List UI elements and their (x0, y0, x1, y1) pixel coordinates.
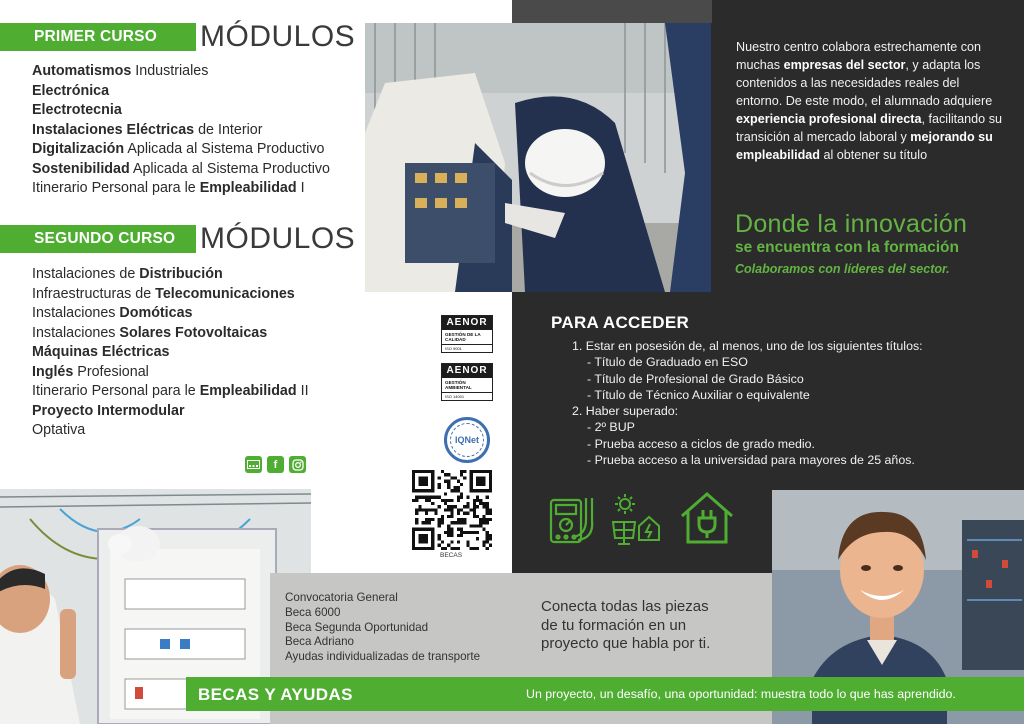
access-line: 2. Haber superado: (572, 404, 679, 419)
module-text: Aplicada al Sistema Productivo (129, 160, 330, 177)
top-strip (365, 0, 512, 23)
highlight-text: mejorando su empleabilidad (736, 130, 993, 162)
access-line: - Título de Técnico Auxiliar o equivalente (587, 387, 810, 402)
multimeter-icon (548, 494, 602, 546)
segundo-modulos-heading: MÓDULOS (200, 222, 356, 255)
module-keyword: Electrotecnia (32, 102, 122, 118)
module-keyword: Proyecto Intermodular (32, 402, 185, 419)
smart-home-plug-icon (678, 490, 736, 546)
primer-curso-module-list (32, 62, 362, 199)
module-item (32, 265, 362, 285)
module-item (32, 363, 362, 383)
access-line: - Título de Profesional de Grado Básico (587, 371, 804, 386)
segundo-curso-module-list (32, 265, 362, 441)
primer-modulos-heading: MÓDULOS (200, 20, 356, 53)
collaboration-paragraph (736, 38, 1004, 164)
module-keyword: Telecomunicaciones (155, 285, 295, 302)
segundo-curso-bar (0, 225, 196, 253)
innovation-tagline: Colaboramos con líderes del sector. (735, 262, 950, 276)
module-text: de Interior (194, 121, 263, 138)
module-item (32, 140, 362, 160)
facebook-icon[interactable]: f (267, 456, 284, 473)
module-keyword: Solares Fotovoltaicas (119, 324, 268, 341)
module-item (32, 343, 362, 363)
web-icon[interactable] (245, 456, 262, 473)
module-keyword: Empleabilidad (199, 180, 297, 196)
access-line: - 2º BUP (587, 420, 635, 435)
module-keyword: Instalaciones Eléctricas (32, 121, 195, 138)
becas-list (285, 591, 480, 665)
instagram-icon[interactable] (289, 456, 306, 473)
highlight-text: experiencia profesional directa (736, 112, 922, 126)
highlight-text: empresas del sector (783, 58, 906, 72)
top-strip-dark (512, 0, 712, 23)
module-item (32, 62, 362, 82)
module-text: Industriales (131, 63, 209, 79)
module-item (32, 101, 362, 121)
module-text: Optativa (32, 422, 86, 438)
worker-install-photo-right (512, 23, 711, 292)
social-links (245, 456, 306, 473)
segundo-curso-label: SEGUNDO CURSO (34, 230, 176, 247)
connect-line: proyecto que habla por ti. (541, 635, 711, 652)
module-keyword: Digitalización (32, 141, 125, 157)
module-item (32, 402, 362, 422)
module-keyword: Inglés (32, 363, 74, 380)
innovation-headline: Donde la innovación (735, 210, 968, 238)
access-line: - Título de Graduado en ESO (587, 355, 748, 370)
module-item (32, 421, 362, 441)
module-item (32, 324, 362, 344)
access-requirements (572, 338, 992, 468)
paragraph-text: al obtener su título (819, 148, 928, 162)
module-item (32, 382, 362, 402)
footer-title: BECAS Y AYUDAS (198, 685, 353, 704)
aenor-calidad-badge: AENOR GESTIÓN DE LA CALIDAD ISO 9001 (441, 315, 493, 353)
connect-line: de tu formación en un (541, 616, 687, 634)
solar-gear-icon (611, 492, 663, 548)
aenor-ambiental-badge: AENOR GESTIÓN AMBIENTAL ISO 14001 (441, 363, 493, 401)
module-text: Instalaciones (32, 305, 120, 321)
module-text: Instalaciones (32, 324, 120, 341)
module-text: Aplicada al Sistema Productivo (124, 141, 325, 157)
footer-tagline: Un proyecto, un desafío, una oportunidad: muestra todo lo que has aprendido. (526, 687, 956, 701)
access-line: 1. Estar en posesión de, al menos, uno de los siguientes títulos: (572, 339, 923, 353)
connect-slogan (541, 598, 710, 654)
module-keyword: Distribución (139, 266, 223, 282)
primer-curso-bar (0, 23, 196, 51)
becas-qr-code[interactable] (412, 470, 492, 550)
beca-item: Convocatoria General (285, 591, 398, 604)
module-text: Itinerario Personal para le (32, 383, 200, 399)
module-text: Profesional (73, 363, 149, 380)
module-keyword: Domóticas (119, 305, 193, 321)
module-text: II (296, 383, 309, 399)
paragraph-text: Nuestro centro colabora estrechamente con muchas (736, 40, 982, 72)
module-item (32, 179, 362, 199)
primer-curso-label: PRIMER CURSO (34, 28, 157, 45)
module-keyword: Empleabilidad (199, 383, 297, 399)
beca-item: Ayudas individualizadas de transporte (285, 650, 481, 664)
connect-line: Conecta todas las piezas (541, 598, 709, 615)
module-text: Infraestructuras de (32, 285, 156, 302)
access-line: - Prueba acceso a ciclos de grado medio. (587, 436, 815, 451)
beca-item: Beca 6000 (285, 605, 341, 619)
module-text: I (296, 180, 305, 196)
module-item (32, 82, 362, 102)
innovation-subheadline: se encuentra con la formación (735, 239, 959, 256)
module-text: Instalaciones de (32, 266, 140, 282)
qr-label: BECAS (440, 552, 463, 559)
module-keyword: Automatismos (32, 63, 132, 79)
module-item (32, 160, 362, 180)
module-keyword: Máquinas Eléctricas (32, 344, 170, 360)
module-keyword: Electrónica (32, 82, 110, 99)
iqnet-seal: IQNet (444, 417, 490, 463)
module-item (32, 304, 362, 324)
paragraph-text: , y adapta los contenidos a las necesidades reales del entorno. De este modo, el alumnado adquiere (736, 58, 993, 108)
beca-item: Beca Adriano (285, 635, 354, 649)
access-title: PARA ACCEDER (551, 313, 690, 332)
module-item (32, 121, 362, 141)
module-keyword: Sostenibilidad (32, 160, 130, 177)
module-item (32, 285, 362, 305)
module-text: Itinerario Personal para le (32, 180, 200, 196)
beca-item: Beca Segunda Oportunidad (285, 620, 429, 634)
paragraph-text: , facilitando su transición al mercado laboral y (736, 112, 1002, 144)
access-line: - Prueba acceso a la universidad para mayores de 25 años. (587, 453, 915, 468)
